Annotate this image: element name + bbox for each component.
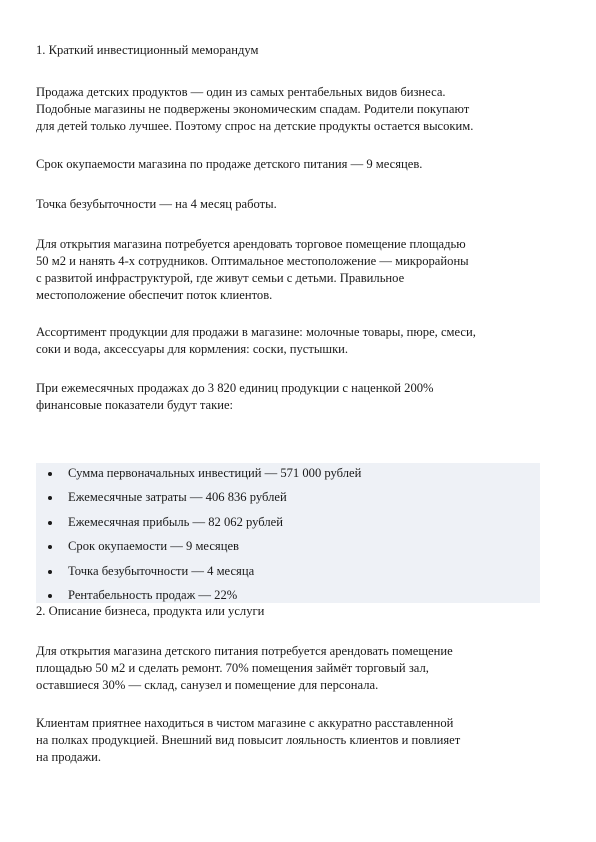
list-item	[36, 489, 540, 513]
premises-paragraph	[36, 236, 556, 304]
paragraph-line: Продажа детских продуктов — один из самых рентабельных видов бизнеса.	[36, 85, 446, 99]
clients-paragraph	[36, 715, 556, 766]
paragraph-line: на продажи.	[36, 750, 102, 764]
bullet-icon	[48, 570, 52, 574]
paragraph-line: соки и вода, аксессуары для кормления: соски, пустышки.	[36, 342, 349, 356]
heading-text: 2. Описание бизнеса, продукта или услуги	[36, 604, 265, 618]
paragraph-line: Клиентам приятнее находиться в чистом магазине с аккуратно расставленной	[36, 716, 454, 730]
section-heading-memorandum	[36, 42, 556, 59]
heading-text: 1. Краткий инвестиционный меморандум	[36, 43, 259, 57]
breakeven-paragraph	[36, 196, 556, 213]
list-item-text: Ежемесячные затраты — 406 836 рублей	[68, 490, 287, 505]
list-item	[36, 514, 540, 538]
list-item-text: Ежемесячная прибыль — 82 062 рублей	[68, 514, 283, 529]
paragraph-line: При ежемесячных продажах до 3 820 единиц продукции с наценкой 200%	[36, 381, 434, 395]
paragraph-line: местоположение обеспечит поток клиентов.	[36, 288, 273, 302]
bullet-icon	[48, 472, 52, 476]
list-item-text: Срок окупаемости — 9 месяцев	[68, 539, 239, 554]
bullet-icon	[48, 545, 52, 549]
paragraph-line: для детей только лучшее. Поэтому спрос на детские продукты остается высоким.	[36, 119, 474, 133]
bullet-icon	[48, 496, 52, 500]
payback-paragraph	[36, 156, 556, 173]
paragraph-line: Для открытия магазина детского питания потребуется арендовать помещение	[36, 644, 453, 658]
financial-indicators-list	[36, 465, 540, 611]
sales-paragraph	[36, 380, 556, 414]
list-item-text: Сумма первоначальных инвестиций — 571 000 рублей	[68, 466, 362, 480]
section-heading-business	[36, 603, 556, 620]
paragraph-line: площадью 50 м2 и сделать ремонт. 70% помещения займёт торговый зал,	[36, 661, 429, 675]
paragraph-line: на полках продукцией. Внешний вид повысит лояльность клиентов и повлияет	[36, 733, 461, 747]
paragraph-line: с развитой инфраструктурой, где живут семьи с детьми. Правильное	[36, 271, 405, 285]
paragraph-line: Для открытия магазина потребуется арендовать торговое помещение площадью	[36, 237, 466, 251]
paragraph-line: Точка безубыточности — на 4 месяц работы.	[36, 197, 277, 211]
paragraph-line: Подобные магазины не подвержены экономическим спадам. Родители покупают	[36, 102, 470, 116]
paragraph-line: 50 м2 и нанять 4-х сотрудников. Оптимальное местоположение — микрорайоны	[36, 254, 469, 268]
list-item	[36, 538, 540, 562]
paragraph-line: оставшиеся 30% — склад, санузел и помещение для персонала.	[36, 678, 379, 692]
bullet-icon	[48, 594, 52, 598]
list-item	[36, 563, 540, 587]
list-item-text: Рентабельность продаж — 22%	[68, 587, 238, 602]
list-item	[36, 465, 540, 489]
paragraph-line: Ассортимент продукции для продажи в магазине: молочные товары, пюре, смеси,	[36, 325, 476, 339]
paragraph-line: Срок окупаемости магазина по продаже детского питания — 9 месяцев.	[36, 157, 423, 171]
bullet-icon	[48, 521, 52, 525]
list-item-text: Точка безубыточности — 4 месяца	[68, 563, 255, 578]
intro-paragraph	[36, 84, 556, 135]
business-paragraph	[36, 643, 556, 694]
paragraph-line: финансовые показатели будут такие:	[36, 398, 234, 412]
assortment-paragraph	[36, 324, 556, 358]
